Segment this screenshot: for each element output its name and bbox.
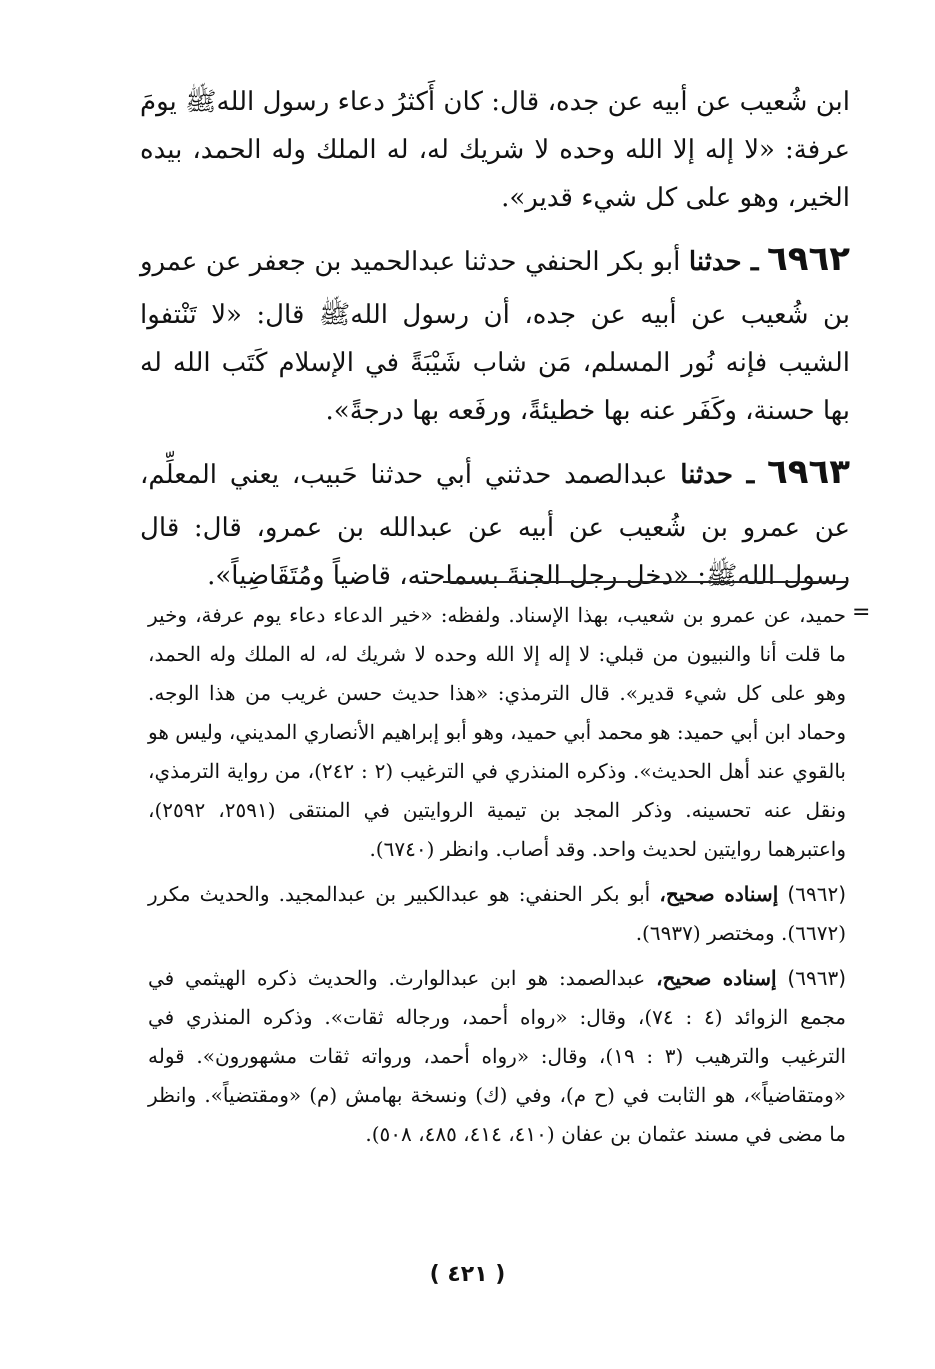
intro-paragraph bbox=[140, 78, 850, 222]
footnote-6963 bbox=[148, 959, 846, 1154]
footnote-text: أبو بكر الحنفي: هو عبدالكبير بن عبدالمجيد. والحديث مكرر (٦٦٧٢). ومختصر (٦٩٣٧). bbox=[148, 882, 846, 945]
hadith-6962 bbox=[140, 228, 850, 435]
footnote-text: عبدالصمد: هو ابن عبدالوارث. والحديث ذكره الهيثمي في مجمع الزوائد (٤ : ٧٤)، وقال: «رواه أحمد، ورجاله ثقات». وذكره المنذري في الترغيب والترهيب (٣ : ١٩)، وقال: «رواه أحمد، ورواته ثقات مشهورون». قوله «ومتقاضياً»، هو الثابت في (ح م)، وفي (ك) ونسخة بهامش (م) «ومقتضياً». وانظر ما مضى في مسند عثمان بن عفان (٤١٠، ٤١٤، ٤٨٥، ٥٠٨). bbox=[148, 966, 847, 1146]
hadith-number: ٦٩٦٣ bbox=[766, 452, 850, 493]
footnote-divider bbox=[443, 581, 848, 583]
footnotes bbox=[148, 596, 846, 1160]
footnote-number: (٦٩٦٢) bbox=[787, 882, 847, 906]
footnote-number: (٦٩٦٣) bbox=[787, 966, 847, 990]
footnote-label: إسناده صحيح، bbox=[656, 966, 777, 990]
page-number: ( ٤٢١ ) bbox=[429, 1262, 506, 1287]
main-text bbox=[140, 78, 850, 601]
intro-line-2: «لا إله إلا الله وحده لا شريك له، له الملك وله الحمد، بيده الخير، وهو على كل شيء قدير». bbox=[140, 135, 850, 214]
hadith-intro: ـ حدثنا bbox=[680, 460, 755, 491]
hadith-6963 bbox=[140, 441, 850, 600]
intro-line-1: ابن شُعيب عن أبيه عن جده، قال: كان أَكثرُ دعاء رسول اللهﷺ يومَ عرفة: bbox=[140, 87, 851, 166]
hadith-number: ٦٩٦٢ bbox=[767, 239, 851, 280]
hadith-text: عبدالصمد حدثني أبي حدثنا حَبيب، يعني المعلِّم، عن عمرو بن شُعيب عن أبيه عن عبدالله بن عمرو، قال: قال رسول اللهﷺ: «دخل رجل الجنةَ بسماحته، قاضياً ومُتَقَاضِياً». bbox=[140, 460, 850, 592]
continuation-mark: = bbox=[852, 600, 871, 625]
hadith-intro: ـ حدثنا bbox=[688, 247, 759, 278]
footnote-6962 bbox=[148, 875, 846, 953]
footnote-continued: حميد، عن عمرو بن شعيب، بهذا الإسناد. ولفظه: «خير الدعاء دعاء يوم عرفة، وخير ما قلت أنا والنبيون من قبلي: لا إله إلا الله وحده لا شريك له، له الملك وله الحمد، وهو على كل شيء قدير». قال الترمذي: «هذا حديث حسن غريب من هذا الوجه. وحماد ابن أبي حميد: هو محمد أبي حميد، وهو أبو إبراهيم الأنصاري المديني، وليس هو بالقوي عند أهل الحديث». وذكره المنذري في الترغيب (٢ : ٢٤٢)، من رواية الترمذي، ونقل عنه تحسينه. وذكر المجد بن تيمية الروايتين في المنتقى (٢٥٩١، ٢٥٩٢)، واعتبرهما روايتين لحديث واحد. وقد أصاب. وانظر (٦٧٤٠). bbox=[148, 603, 847, 861]
footnote-label: إسناده صحيح، bbox=[659, 882, 779, 906]
hadith-text: أبو بكر الحنفي حدثنا عبدالحميد بن جعفر عن عمرو بن شُعيب عن أبيه عن جده، أن رسول اللهﷺ قال: «لا تَنْتفوا الشيب فإنه نُور المسلم، مَن شاب شَيْبَةً في الإسلام كَتَب الله له بها حسنة، وكَفَر عنه بها خطيئةً، ورفَعه بها درجةً». bbox=[140, 247, 850, 427]
